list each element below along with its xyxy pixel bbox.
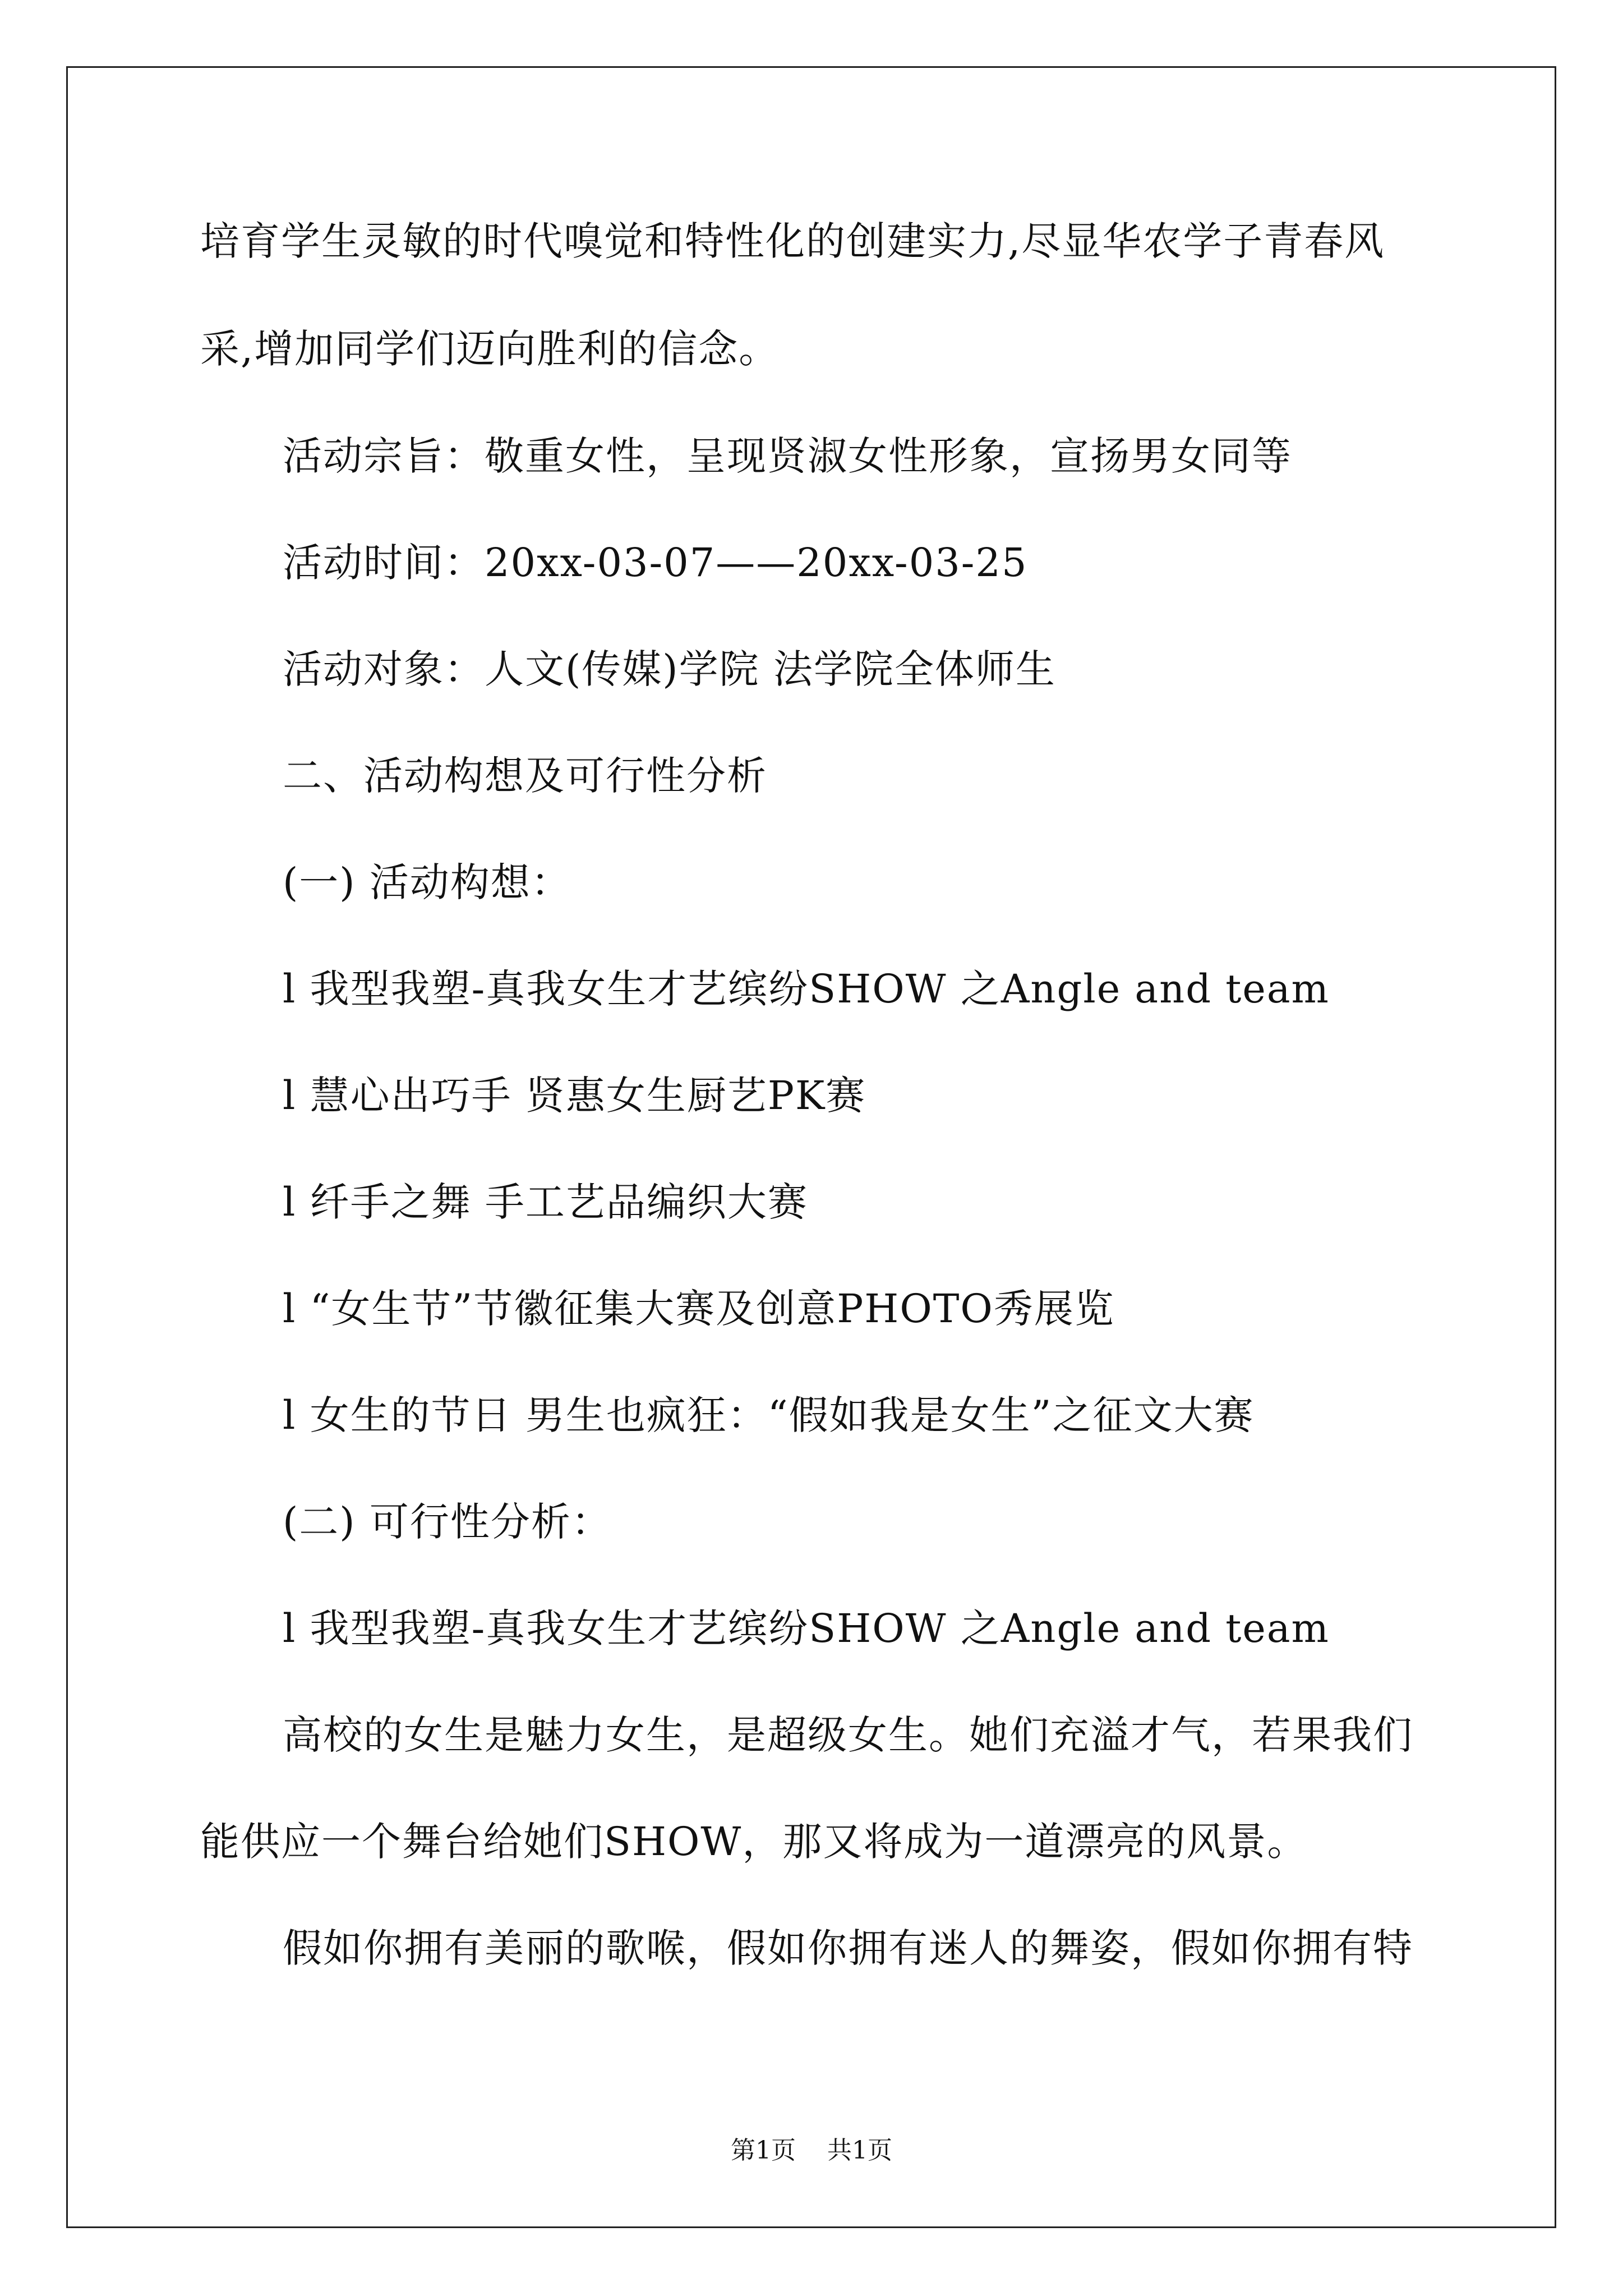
list-item: l 女生的节日 男生也疯狂：“假如我是女生”之征文大赛 <box>283 1392 1255 1438</box>
page-border <box>66 66 1556 2228</box>
list-item: l 我型我塑-真我女生才艺缤纷SHOW 之Angle and team <box>283 966 1330 1012</box>
list-item: l 我型我塑-真我女生才艺缤纷SHOW 之Angle and team <box>283 1605 1330 1651</box>
page-footer <box>0 2135 1623 2166</box>
subsection-heading: (一) 活动构想： <box>283 859 571 905</box>
page-total: 共1页 <box>827 2136 892 2165</box>
paragraph-line: 假如你拥有美丽的歌喉，假如你拥有迷人的舞姿，假如你拥有特 <box>283 1925 1413 1971</box>
list-item: l 纤手之舞 手工艺品编织大赛 <box>283 1179 808 1225</box>
paragraph-line: 活动时间：20xx-03-07——20xx-03-25 <box>283 540 1028 586</box>
paragraph-line: 活动对象：人文(传媒)学院 法学院全体师生 <box>283 646 1056 692</box>
list-item: l “女生节”节徽征集大赛及创意PHOTO秀展览 <box>283 1286 1115 1332</box>
section-heading: 二、活动构想及可行性分析 <box>283 753 767 799</box>
list-item: l 慧心出巧手 贤惠女生厨艺PK赛 <box>283 1073 866 1119</box>
paragraph-line: 高校的女生是魅力女生，是超级女生。她们充溢才气，若果我们 <box>283 1712 1413 1758</box>
paragraph-line: 采,增加同学们迈向胜利的信念。 <box>200 326 780 372</box>
paragraph-line: 培育学生灵敏的时代嗅觉和特性化的创建实力,尽显华农学子青春风 <box>200 218 1385 264</box>
subsection-heading: (二) 可行性分析： <box>283 1499 612 1545</box>
paragraph-line: 能供应一个舞台给她们SHOW，那又将成为一道漂亮的风景。 <box>200 1819 1308 1865</box>
paragraph-line: 活动宗旨：敬重女性，呈现贤淑女性形象，宣扬男女同等 <box>283 433 1292 479</box>
page-number: 第1页 <box>731 2136 796 2165</box>
